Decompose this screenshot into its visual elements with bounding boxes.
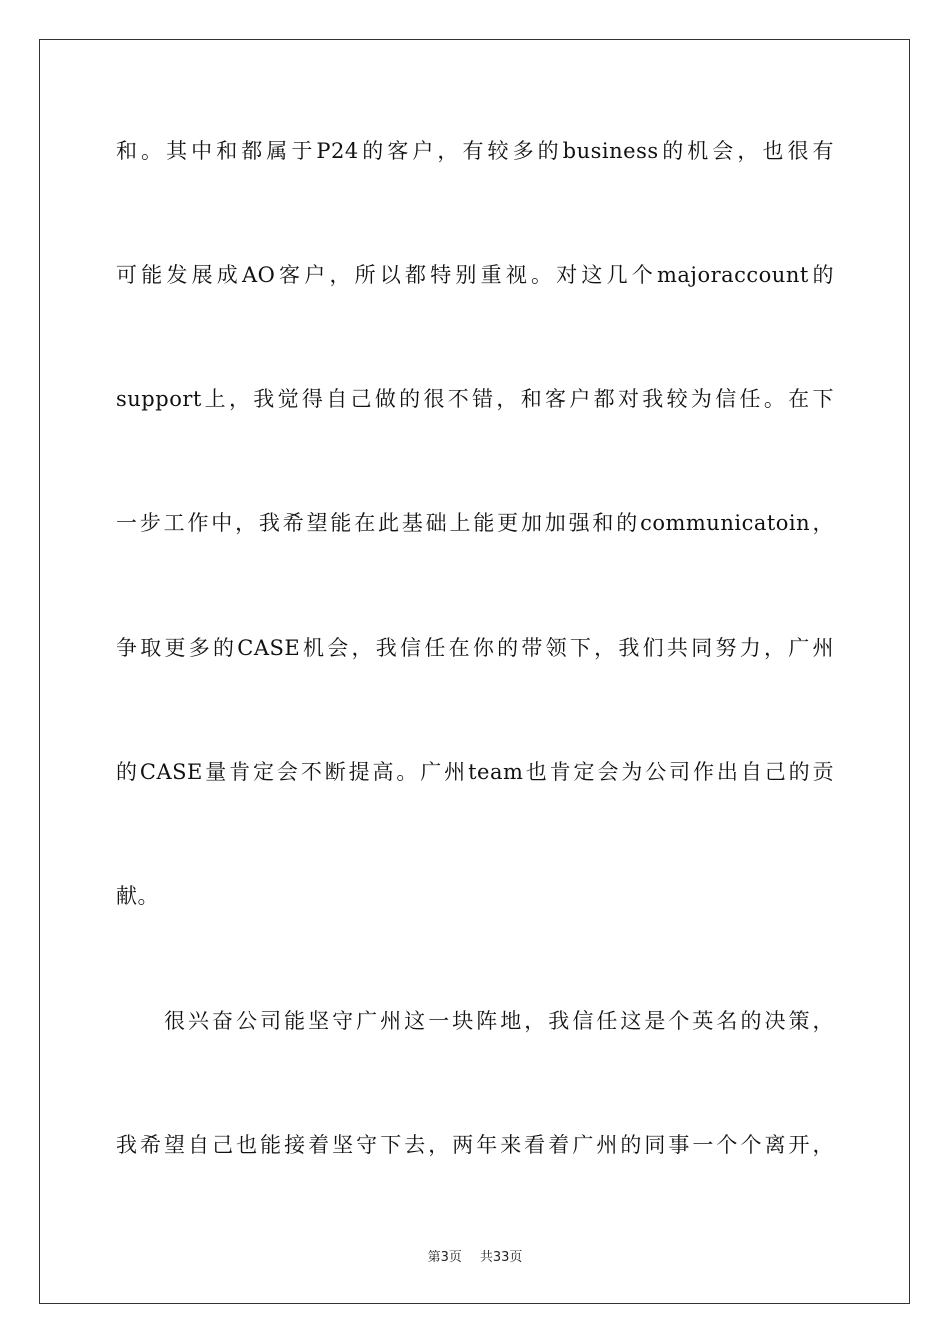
text-line: support上，我觉得自己做的很不错，和客户都对我较为信任。在下 (116, 387, 834, 411)
text-line: 一步工作中，我希望能在此基础上能更加加强和的communicatoin， (116, 511, 834, 535)
paragraph-first-line: 很兴奋公司能坚守广州这一块阵地，我信任这是个英名的决策， (164, 1009, 834, 1033)
page-total: 共33页 (479, 1250, 523, 1265)
text-line: 可能发展成AO客户，所以都特别重视。对这几个majoraccount的 (116, 263, 834, 287)
text-line: 和。其中和都属于P24的客户，有较多的business的机会，也很有 (116, 139, 834, 163)
page-border (39, 39, 910, 1304)
page-number: 第3页 (427, 1250, 462, 1265)
text-line: 我希望自己也能接着坚守下去，两年来看着广州的同事一个个离开， (116, 1133, 834, 1157)
text-line: 争取更多的CASE机会，我信任在你的带领下，我们共同努力，广州 (116, 636, 834, 660)
text-line: 献。 (116, 884, 159, 908)
text-line: 的CASE量肯定会不断提高。广州team也肯定会为公司作出自己的贡 (116, 760, 834, 784)
page-footer (0, 1246, 950, 1265)
